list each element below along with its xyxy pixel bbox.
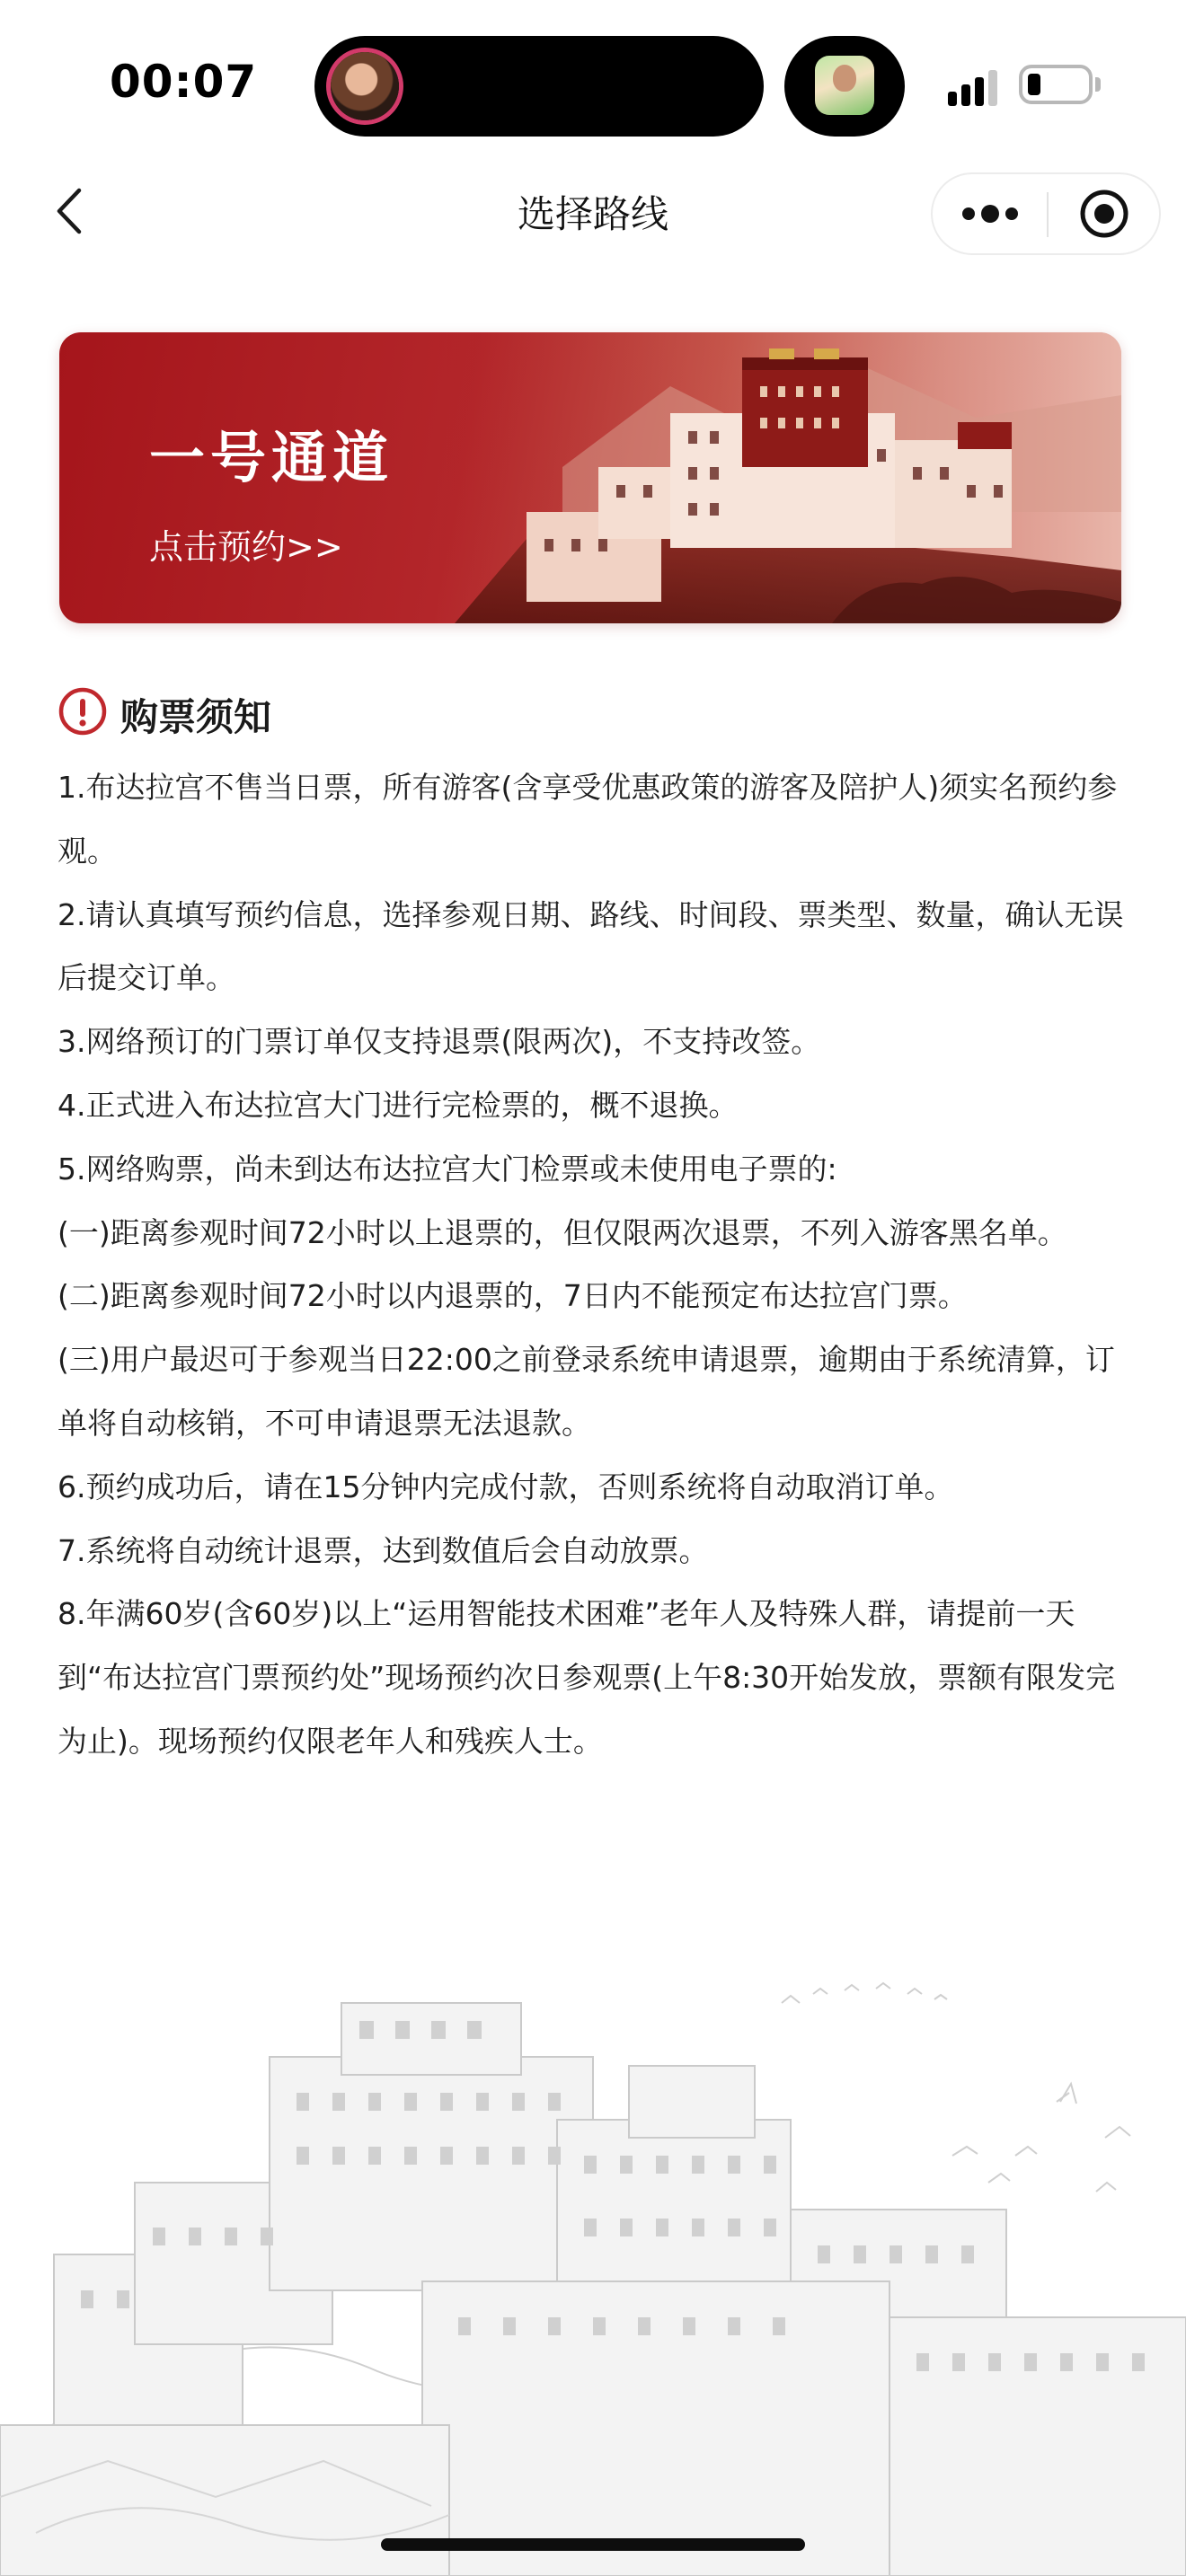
dynamic-island-secondary[interactable]	[784, 36, 905, 137]
notice-item: (一)距离参观时间72小时以上退票的，但仅限两次退票，不列入游客黑名单。	[58, 1214, 1067, 1250]
status-bar	[0, 0, 1186, 162]
more-dots-icon	[933, 174, 1047, 253]
notice-item: 6.预约成功后，请在15分钟内完成付款，否则系统将自动取消订单。	[58, 1469, 954, 1504]
battery-cap	[1095, 77, 1101, 92]
status-time: 00:07	[110, 56, 258, 108]
close-button[interactable]	[1049, 174, 1161, 253]
home-indicator[interactable]	[381, 2538, 805, 2551]
notice-item: 1.布达拉宫不售当日票，所有游客(含享受优惠政策的游客及陪护人)须实名预约参观。	[58, 770, 1118, 869]
channel-one-banner[interactable]	[59, 332, 1121, 623]
back-button[interactable]	[43, 181, 102, 241]
mini-program-capsule	[931, 172, 1161, 255]
avatar[interactable]	[331, 52, 399, 120]
notice-item: 2.请认真填写预约信息，选择参观日期、路线、时间段、票类型、数量，确认无误后提交订单。	[58, 896, 1124, 996]
app-icon[interactable]	[815, 56, 874, 115]
target-close-icon	[1049, 174, 1161, 253]
notice-item: 7.系统将自动统计退票，达到数值后会自动放票。	[58, 1532, 709, 1568]
dynamic-island[interactable]	[314, 36, 764, 137]
notice-item: 5.网络购票，尚未到达布达拉宫大门检票或未使用电子票的:	[58, 1151, 837, 1187]
notice-item: 8.年满60岁(含60岁)以上“运用智能技术困难”老年人及特殊人群，请提前一天到“布达拉宫门票预约处”现场预约次日参观票(上午8:30开始发放，票额有限发完为止)。现场预约仅限老年人和残疾人士。	[58, 1596, 1116, 1759]
notice-item: (三)用户最迟可于参观当日22:00之前登录系统申请退票，逾期由于系统清算，订单将自动核销，不可申请退票无法退款。	[58, 1342, 1115, 1441]
cellular-signal-icon	[948, 66, 1002, 106]
notice-item: 4.正式进入布达拉宫大门进行完检票的，概不退换。	[58, 1087, 739, 1123]
notice-item: 3.网络预订的门票订单仅支持退票(限两次)，不支持改签。	[58, 1024, 821, 1060]
more-button[interactable]	[933, 174, 1047, 253]
battery-icon	[1019, 65, 1093, 104]
potala-palace-sketch-decoration	[0, 1958, 1186, 2576]
page-title: 选择路线	[517, 192, 668, 236]
notice-list	[58, 756, 1132, 1774]
notice-title: 购票须知	[120, 695, 272, 739]
exclamation-circle-icon	[58, 686, 108, 737]
navigation-bar	[0, 162, 1186, 260]
chevron-left-icon	[43, 181, 102, 241]
notice-item: (二)距离参观时间72小时以内退票的，7日内不能预定布达拉宫门票。	[58, 1278, 968, 1314]
banner-title: 一号通道	[149, 425, 394, 490]
book-now-link[interactable]: 点击预约>>	[149, 527, 343, 567]
